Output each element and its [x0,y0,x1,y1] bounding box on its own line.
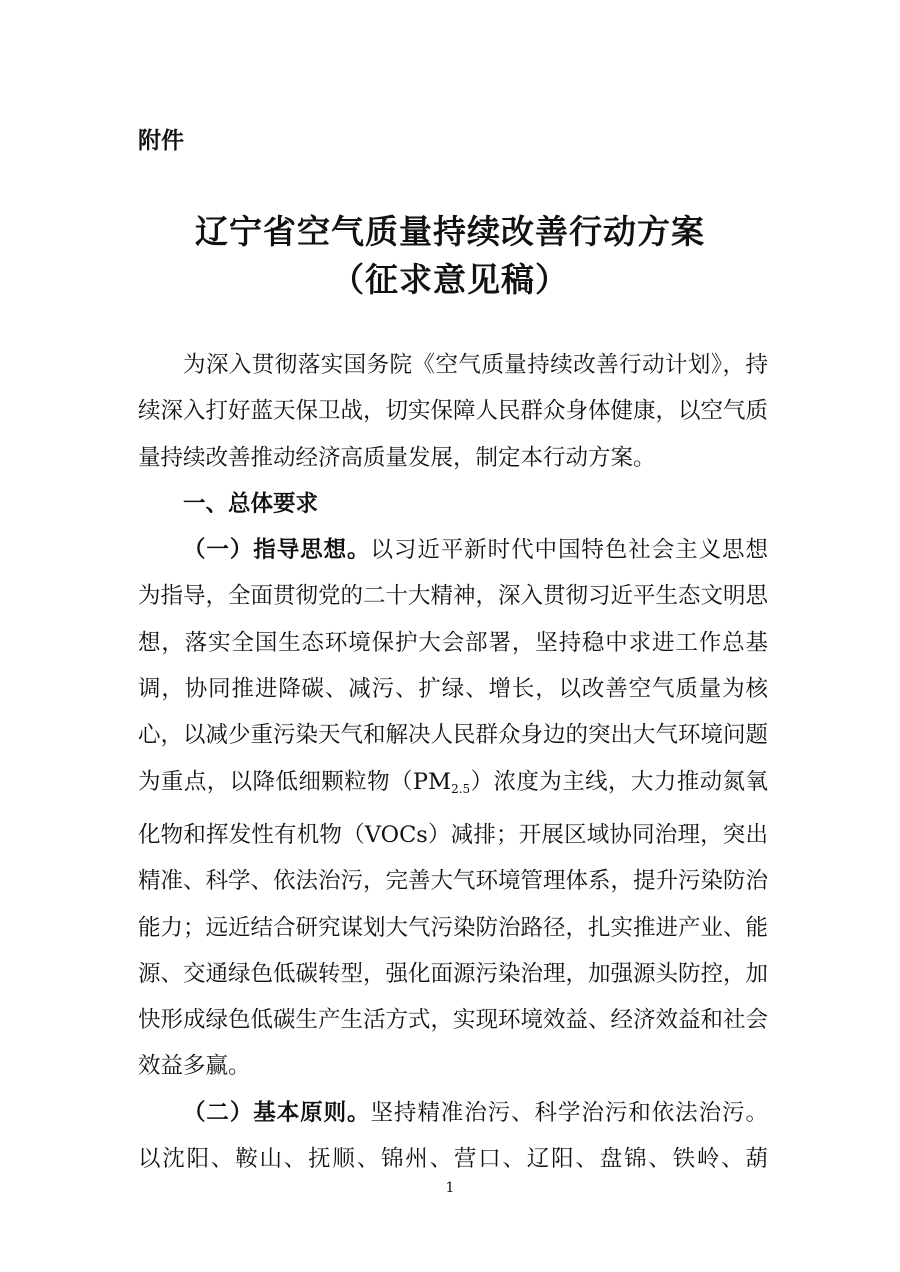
page-number: 1 [445,1180,455,1196]
preface-paragraph [138,342,768,481]
section-heading [138,481,768,527]
preface-text: 为深入贯彻落实国务院《空气质量持续改善行动计划》，持续深入打好蓝天保卫战，切实保障人民群众身体健康，以空气质量持续改善推动经济高质量发展，制定本行动方案。 [138,352,769,471]
document-subtitle: （征求意见稿） [331,260,569,299]
basic-principles-paragraph [138,1090,768,1183]
document-title: 辽宁省空气质量持续改善行动方案 [195,212,705,251]
document-body [138,342,768,1182]
guiding-ideology-paragraph [138,527,768,1090]
attachment-label: 附件 [138,127,184,154]
basic-principles-label: （二）基本原则。 [183,1099,371,1126]
guiding-ideology-text-b: ）浓度为主线，大力推动氮氧化物和挥发性有机物（VOCs）减排；开展区域协同治理，突出精准、科学、依法治污，完善大气环境管理体系，提升污染防治能力；远近结合研究谋划大气污染防治路径，扎实推进产业、能源、交通绿色低碳转型，强化面源污染治理，加强源头防控，加快形成绿色低碳生产生活方式，实现环境效益、经济效益和社会效益多赢。 [138,768,769,1080]
pm-subscript: 2.5 [451,781,471,796]
basic-principles-text: 坚持精准治污、科学治污和依法治污。以沈阳、鞍山、抚顺、锦州、营口、辽阳、盘锦、铁岭、葫 [138,1099,768,1173]
guiding-ideology-label: （一）指导思想。 [183,537,371,564]
section1-heading: 一、总体要求 [183,490,319,517]
guiding-ideology-text-a: 以习近平新时代中国特色社会主义思想为指导，全面贯彻党的二十大精神，深入贯彻习近平生态文明思想，落实全国生态环境保护大会部署，坚持稳中求进工作总基调，协同推进降碳、减污、扩绿、增长，以改善空气质量为核心，以减少重污染天气和解决人民群众身边的突出大气环境问题为重点，以降低细颗粒物（PM [138,537,769,795]
